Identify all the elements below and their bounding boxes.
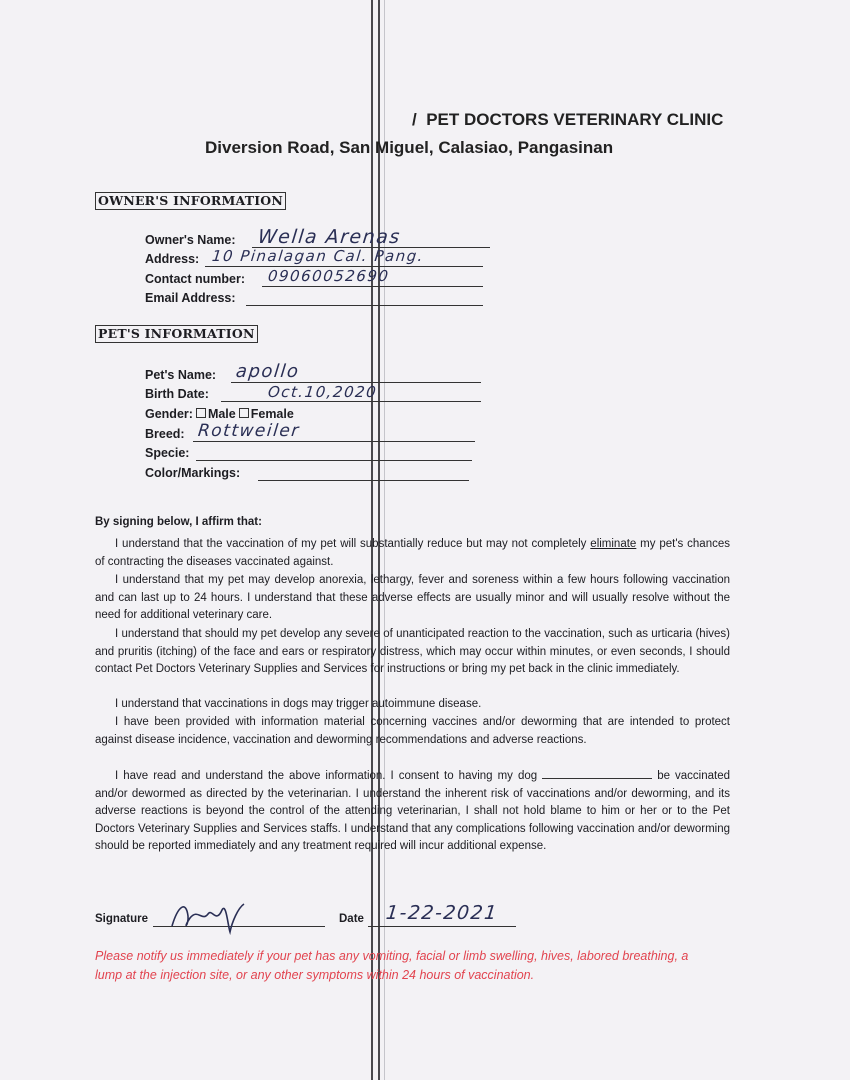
signature-label: Signature <box>95 913 149 925</box>
specie-label: Specie: <box>145 446 190 460</box>
affirm-paragraph-6: I have read and understand the above information. I consent to having my dog be vaccinated and/or dewormed as directed by the veterinarian. I understand the inherent risk of vaccinations and/or deworming, and its adverse reactions is beyond the control of the attending veterinarian, I shall not hold blame to him or her or to the Pet Doctors Veterinary Supplies and Services staffs. I understand that any complications following vaccination and/or deworming should be reported immediately and any treatment required will incur additional expense. <box>95 770 731 853</box>
birth-date-value: Oct.10,2020 <box>267 383 379 401</box>
affirm-paragraph-4: I understand that vaccinations in dogs may trigger autoimmune disease. <box>115 698 482 710</box>
signature-mark <box>168 896 248 936</box>
owner-section-title: OWNER'S INFORMATION <box>95 192 286 210</box>
specie-line[interactable] <box>196 460 472 461</box>
email-line[interactable] <box>246 305 483 306</box>
affirm-paragraph-5: I have been provided with information material concerning vaccines and/or deworming that are intended to protect against disease incidence, vaccination and deworming recommendations and adverse reactions. <box>95 716 730 746</box>
affirm-paragraph-3: I understand that should my pet develop any severe of unanticipated reaction to the vaccination, such as urticaria (hives) and pruritis (itching) of the face and ears or respiratory distress, which may occur within minutes, or even seconds, I should contact Pet Doctors Veterinary Supplies and Services for instructions or bring my pet back in the clinic immediately. <box>95 628 730 676</box>
gender-field <box>145 407 294 421</box>
affirm-title: By signing below, I affirm that: <box>95 516 262 528</box>
clinic-address: Diversion Road, San Miguel, Calasiao, Pangasinan <box>205 138 614 157</box>
male-label: Male <box>207 407 236 421</box>
affirm-paragraph-1: I understand that the vaccination of my pet will substantially reduce but may not completely eliminate my pet's chances of contracting the diseases vaccinated against. <box>95 538 730 568</box>
date-label: Date <box>339 913 364 925</box>
contact-label: Contact number: <box>145 272 245 286</box>
clinic-name: / PET DOCTORS VETERINARY CLINIC <box>412 110 724 129</box>
contact-line[interactable] <box>262 286 483 287</box>
owner-name-label: Owner's Name: <box>145 233 236 247</box>
notice-text: Please notify us immediately if your pet has any vomiting, facial or limb swelling, hives, labored breathing, a lump at the injection site, or any other symptoms within 24 hours of vaccination. <box>95 949 689 982</box>
pet-name-value: apollo <box>234 361 301 382</box>
birth-date-line[interactable] <box>221 401 481 402</box>
dog-name-blank[interactable] <box>542 768 652 779</box>
date-line[interactable] <box>368 926 516 927</box>
birth-date-label: Birth Date: <box>145 387 209 401</box>
male-checkbox[interactable] <box>196 408 206 418</box>
pet-section-title: PET'S INFORMATION <box>95 325 258 343</box>
contact-value: 09060052690 <box>267 267 391 285</box>
color-line[interactable] <box>258 480 469 481</box>
breed-value: Rottweiler <box>196 421 301 441</box>
owner-name-value: Wella Arenas <box>256 226 402 248</box>
address-label: Address: <box>145 252 200 266</box>
pet-name-label: Pet's Name: <box>145 368 217 382</box>
breed-label: Breed: <box>145 427 185 441</box>
email-label: Email Address: <box>145 291 236 305</box>
affirm-paragraph-2: I understand that my pet may develop anorexia, lethargy, fever and soreness within a few hours following vaccination and can last up to 24 hours. I understand that these adverse effects are usually minor and will usually resolve without the need for additional veterinary care. <box>95 574 730 622</box>
breed-line[interactable] <box>193 441 475 442</box>
gender-label: Gender: <box>145 407 193 421</box>
color-label: Color/Markings: <box>145 466 241 480</box>
address-value: 10 Pinalagan Cal. Pang. <box>211 247 425 265</box>
female-label: Female <box>250 407 294 421</box>
female-checkbox[interactable] <box>239 408 249 418</box>
date-value: 1-22-2021 <box>384 902 499 924</box>
